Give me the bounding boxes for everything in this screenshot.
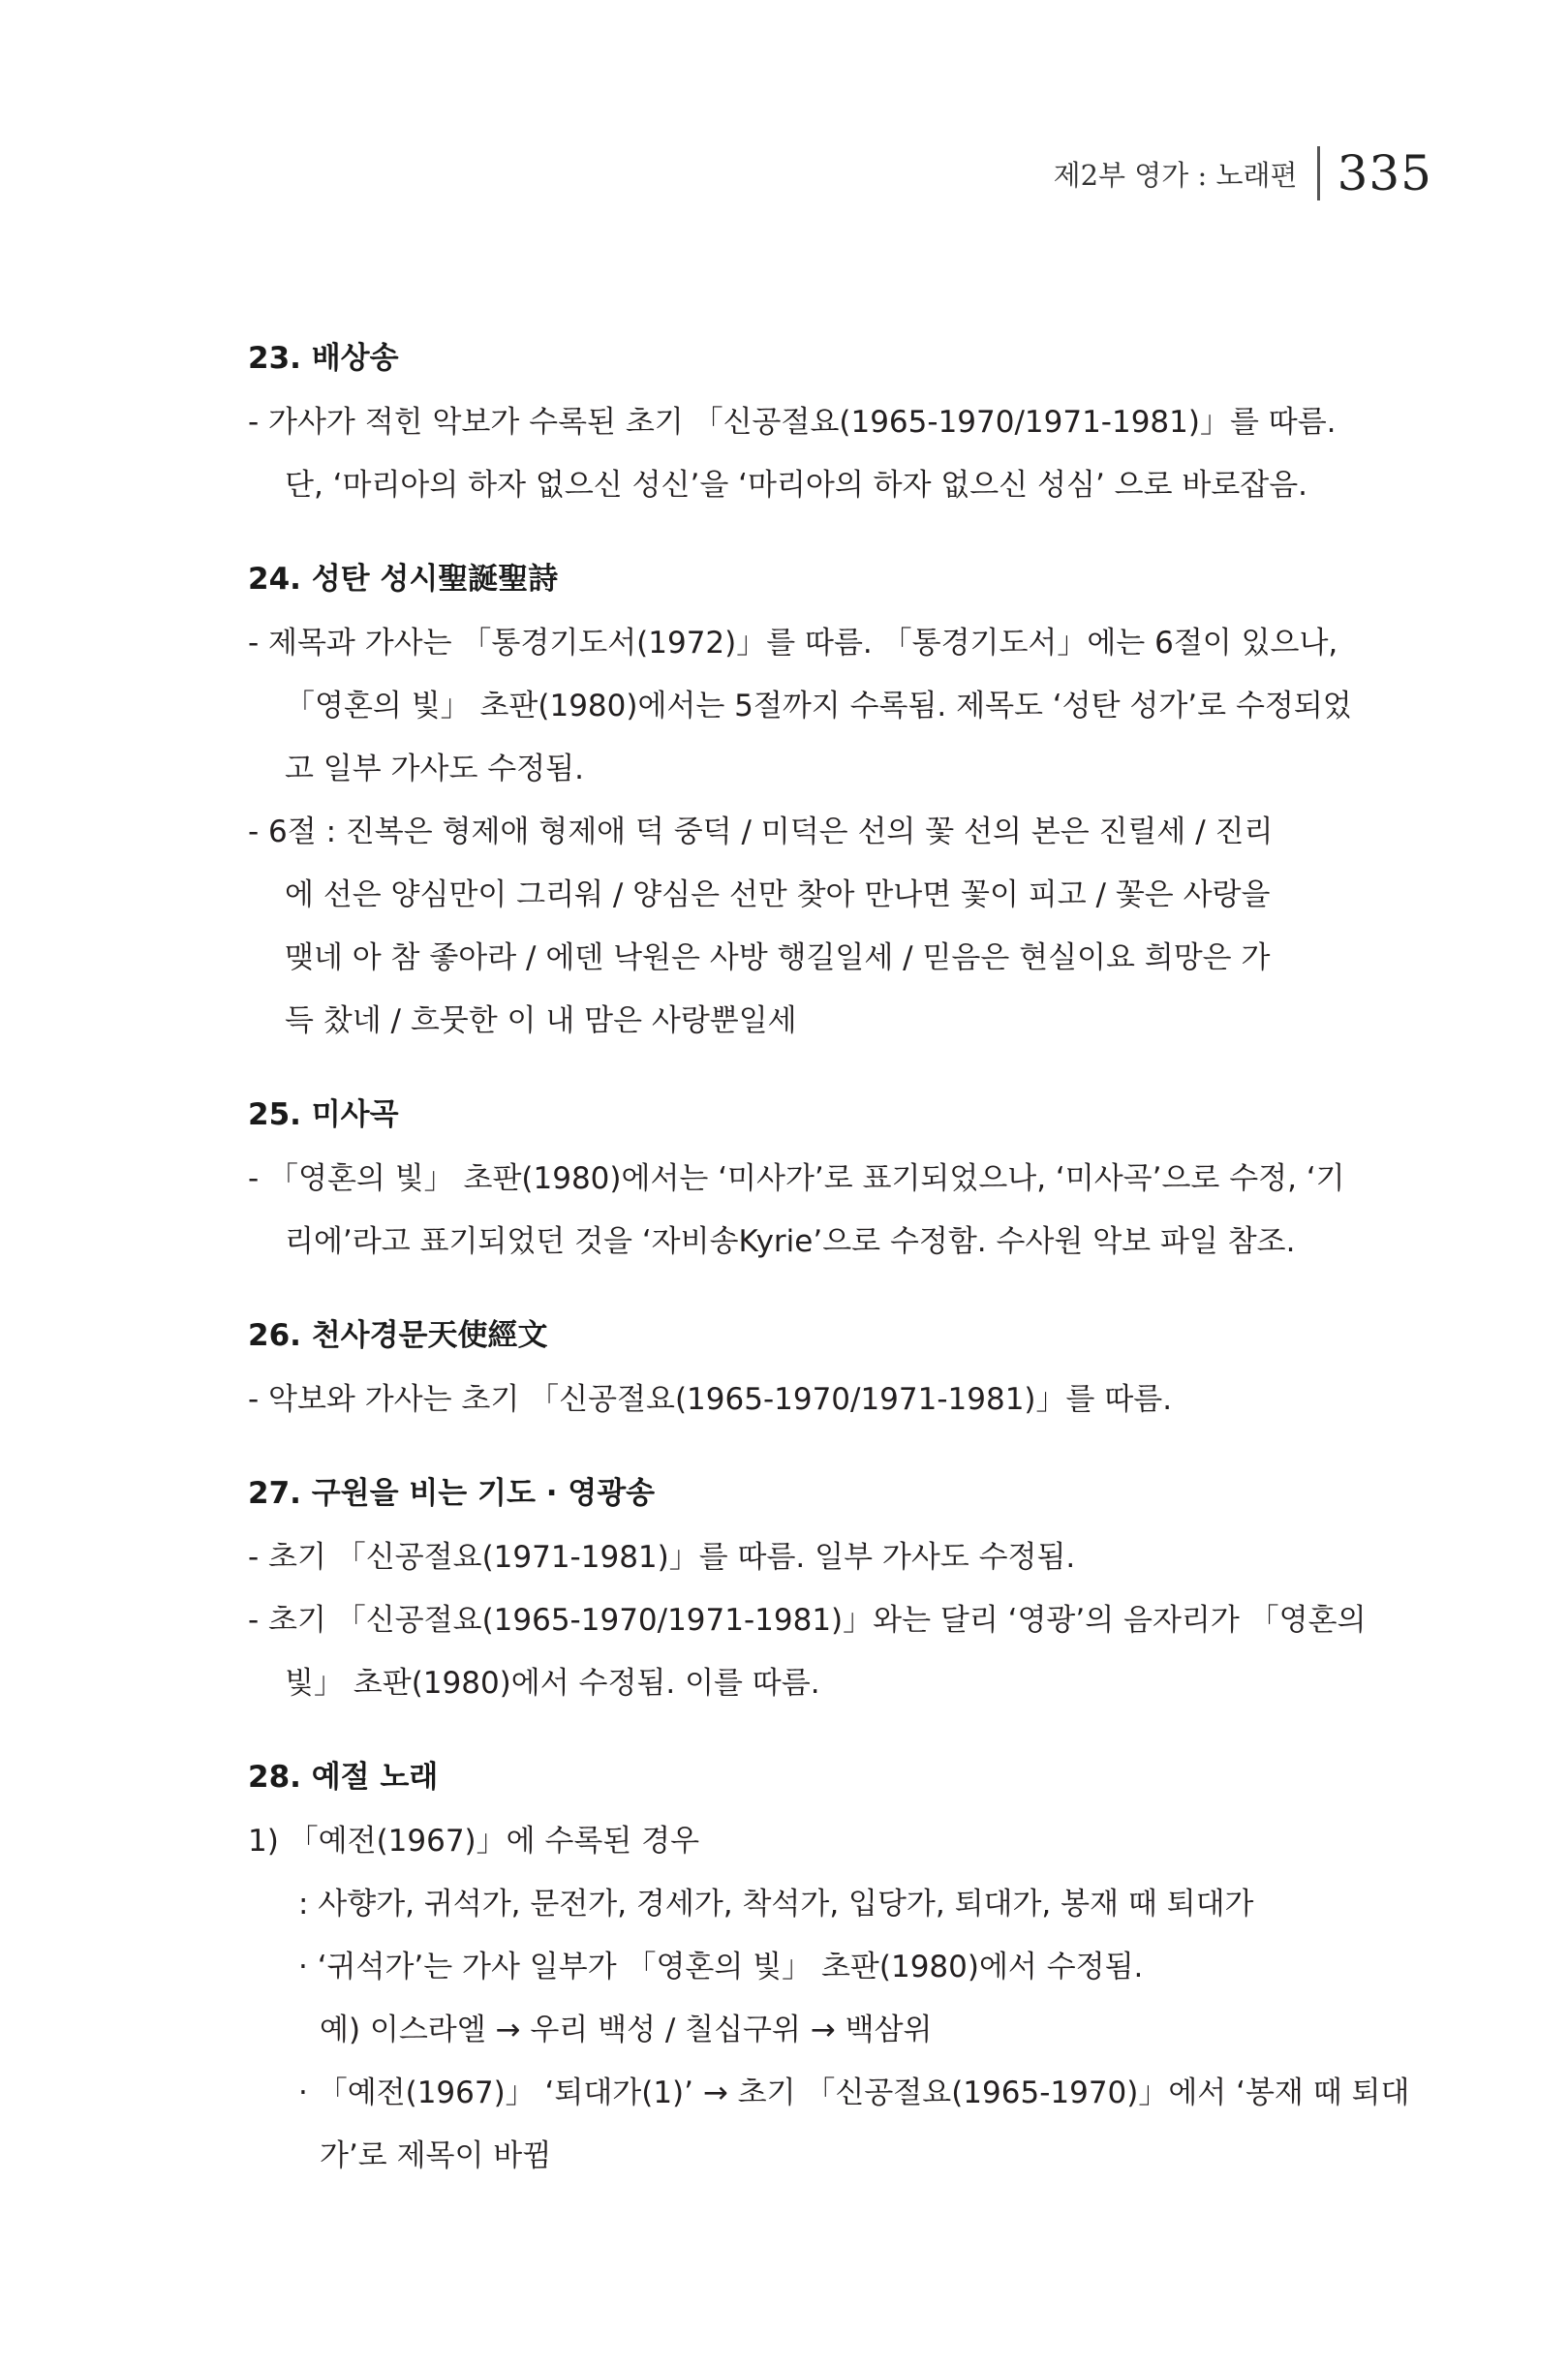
section-23: [248, 331, 1337, 517]
section-title: 제2부 영가 : 노래편: [1053, 158, 1298, 192]
running-header: [1054, 145, 1432, 201]
section-heading: 24. 성탄 성시聖誕聖詩: [248, 562, 559, 597]
page-number: 335: [1337, 145, 1432, 201]
text-line: · ‘귀석가’는 가사 일부가 「영혼의 빛」 초판(1980)에서 수정됨.: [298, 1950, 1144, 1984]
text-line: - 초기 「신공절요(1971-1981)」를 따름. 일부 가사도 수정됨.: [248, 1540, 1076, 1575]
text-line: 맺네 아 참 좋아라 / 에덴 낙원은 사방 행길일세 / 믿음은 현실이요 희망은 가: [285, 940, 1271, 975]
text-line: 빛」 초판(1980)에서 수정됨. 이를 따름.: [285, 1666, 820, 1701]
text-line: : 사향가, 귀석가, 문전가, 경세가, 착석가, 입당가, 퇴대가, 봉재 때 퇴대가: [298, 1887, 1254, 1922]
note-paragraph: [248, 1369, 1319, 1431]
text-line: - 악보와 가사는 초기 「신공절요(1965-1970/1971-1981)」를 따름.: [248, 1382, 1173, 1417]
text-line: - 제목과 가사는 「통경기도서(1972)」를 따름. 「통경기도서」에는 6절이 있으나,: [248, 626, 1338, 661]
text-line: 「영혼의 빛」 초판(1980)에서는 5절까지 수록됨. 제목도 ‘성탄 성가’로 수정되었: [285, 689, 1352, 723]
section-heading: 25. 미사곡: [248, 1097, 399, 1132]
note-paragraph: [248, 1526, 1319, 1589]
section-26: [248, 1308, 1319, 1431]
text-line: - 「영혼의 빛」 초판(1980)에서는 ‘미사가’로 표기되었으나, ‘미사곡’으로 수정, ‘기: [248, 1161, 1345, 1196]
section-heading: 23. 배상송: [248, 341, 399, 376]
text-line: 득 찼네 / 흐뭇한 이 내 맘은 사랑뿐일세: [285, 1003, 797, 1038]
page-content: [248, 331, 1410, 2223]
note-paragraph: [248, 612, 1352, 801]
section-24: [248, 552, 1352, 1053]
section-heading: 27. 구원을 비는 기도 · 영광송: [248, 1476, 656, 1511]
section-28: [248, 1750, 1410, 2188]
note-paragraph: [248, 801, 1319, 1053]
section-27: [248, 1466, 1367, 1715]
text-line: · 「예전(1967)」 ‘퇴대가(1)’ → 초기 「신공절요(1965-1970)」에서 ‘봉재 때 퇴대: [298, 2076, 1410, 2110]
text-line: 리에’라고 표기되었던 것을 ‘자비송Kyrie’으로 수정함. 수사원 악보 파일 참조.: [285, 1224, 1296, 1259]
section-heading: 26. 천사경문天使經文: [248, 1318, 548, 1353]
section-25: [248, 1088, 1345, 1274]
note-paragraph: [248, 391, 1337, 517]
text-line: - 6절 : 진복은 형제애 형제애 덕 중덕 / 미덕은 선의 꽃 선의 본은 진릴세 / 진리: [248, 815, 1274, 849]
text-line: - 초기 「신공절요(1965-1970/1971-1981)」와는 달리 ‘영광’의 음자리가 「영혼의: [248, 1603, 1367, 1638]
text-line: 에 선은 양심만이 그리워 / 양심은 선만 찾아 만나면 꽃이 피고 / 꽃은 사랑을: [285, 877, 1271, 912]
text-line: - 가사가 적힌 악보가 수록된 초기 「신공절요(1965-1970/1971-1981)」를 따름.: [248, 405, 1337, 440]
text-line: 단, ‘마리아의 하자 없으신 성신’을 ‘마리아의 하자 없으신 성심’ 으로 바로잡음.: [285, 468, 1308, 503]
note-paragraph: [248, 1148, 1345, 1274]
text-line: 예) 이스라엘 → 우리 백성 / 칠십구위 → 백삼위: [320, 2013, 933, 2047]
text-line: 가’로 제목이 바뀜: [320, 2138, 552, 2173]
header-divider: [1317, 146, 1320, 200]
text-line: 고 일부 가사도 수정됨.: [285, 752, 584, 786]
text-line: 1) 「예전(1967)」에 수록된 경우: [248, 1824, 700, 1859]
section-heading: 28. 예절 노래: [248, 1760, 439, 1795]
note-paragraph: [248, 1810, 1410, 2188]
note-paragraph: [248, 1589, 1367, 1715]
